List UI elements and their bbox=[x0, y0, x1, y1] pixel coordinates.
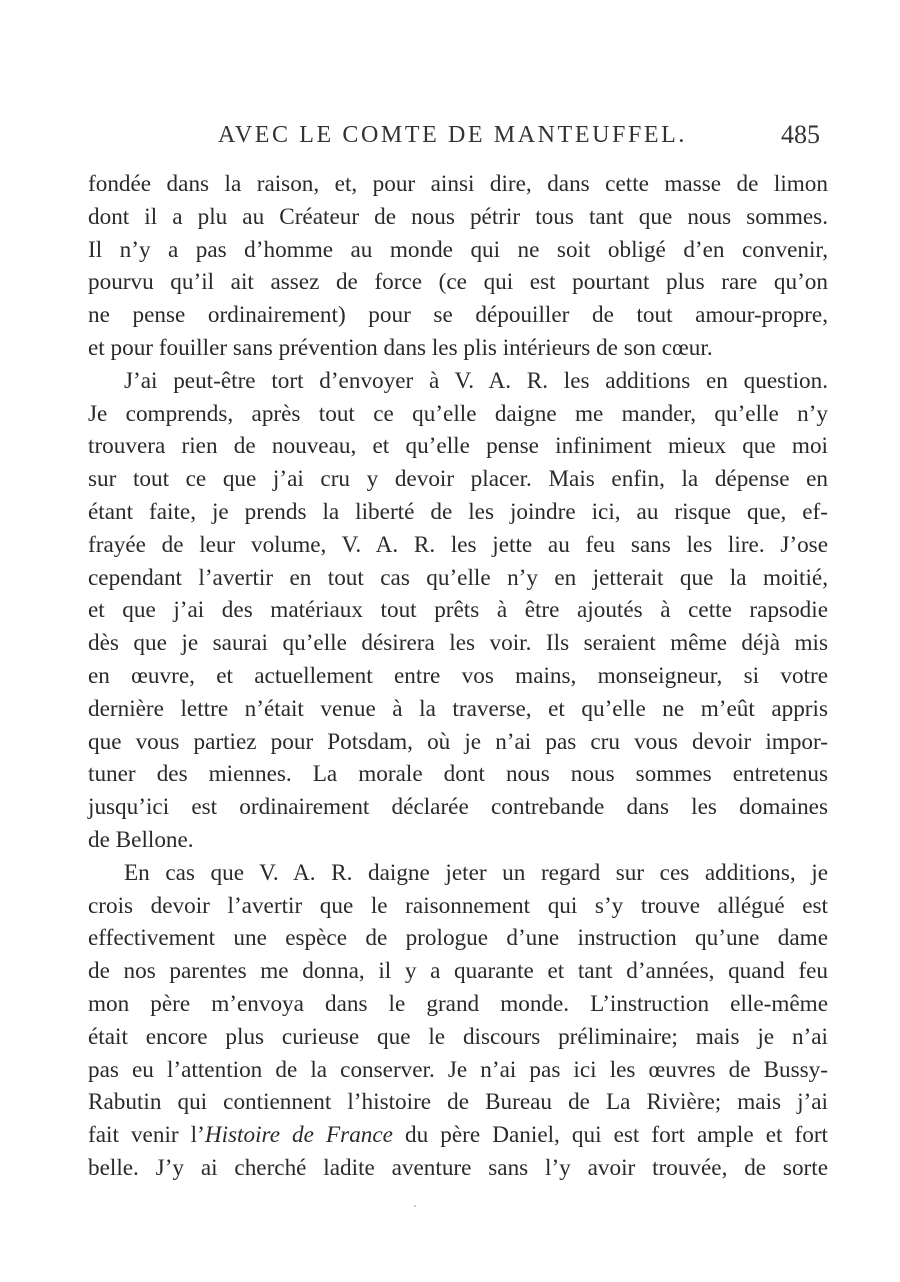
text-line: pas eu l’attention de la conserver. Je n’ai pas ici les œuvres de Bussy- bbox=[88, 1056, 828, 1083]
text-line: et pour fouiller sans prévention dans les plis intérieurs de son cœur. bbox=[88, 334, 713, 361]
text-fragment: fait venir l’ bbox=[88, 1122, 205, 1149]
text-line: pourvu qu’il ait assez de force (ce qui est pourtant plus rare qu’on bbox=[88, 269, 828, 296]
text-line: Il n’y a pas d’homme au monde qui ne soit obligé d’en convenir, bbox=[88, 236, 828, 263]
paragraph-1 bbox=[88, 168, 828, 365]
print-speck bbox=[414, 1205, 416, 1207]
text-line: frayée de leur volume, V. A. R. les jette au feu sans les lire. J’ose bbox=[88, 531, 828, 558]
text-line: dernière lettre n’était venue à la traverse, et qu’elle ne m’eût appris bbox=[88, 695, 828, 722]
text-line: étant faite, je prends la liberté de les joindre ici, au risque que, ef- bbox=[88, 498, 828, 525]
text-line: J’ai peut-être tort d’envoyer à V. A. R. les additions en question. bbox=[124, 367, 828, 394]
text-line: et que j’ai des matériaux tout prêts à être ajoutés à cette rapsodie bbox=[88, 597, 828, 624]
running-header bbox=[88, 116, 828, 156]
text-line: En cas que V. A. R. daigne jeter un regard sur ces additions, je bbox=[124, 859, 828, 886]
book-page bbox=[88, 116, 828, 1185]
running-title: AVEC LE COMTE DE MANTEUFFEL. bbox=[218, 122, 688, 148]
text-line: ne pense ordinairement) pour se dépouiller de tout amour-propre, bbox=[88, 302, 828, 329]
text-line: effectivement une espèce de prologue d’une instruction qu’une dame bbox=[88, 925, 828, 952]
text-line: belle. J’y ai cherché ladite aventure sans l’y avoir trouvée, de sorte bbox=[88, 1154, 828, 1181]
text-line: dont il a plu au Créateur de nous pétrir tous tant que nous sommes. bbox=[88, 203, 828, 230]
text-line: de Bellone. bbox=[88, 826, 194, 853]
text-line: sur tout ce que j’ai cru y devoir placer. Mais enfin, la dépense en bbox=[88, 466, 828, 493]
page-number: 485 bbox=[781, 120, 820, 149]
text-line: Je comprends, après tout ce qu’elle daigne me mander, qu’elle n’y bbox=[88, 400, 828, 427]
text-line: mon père m’envoya dans le grand monde. L’instruction elle-même bbox=[88, 990, 828, 1017]
text-line: jusqu’ici est ordinairement déclarée contrebande dans les domaines bbox=[88, 794, 828, 821]
text-line-with-italic bbox=[88, 1119, 828, 1152]
text-line: Rabutin qui contiennent l’histoire de Bureau de La Rivière; mais j’ai bbox=[88, 1089, 828, 1116]
text-line: en œuvre, et actuellement entre vos mains, monseigneur, si votre bbox=[88, 662, 828, 689]
text-line: de nos parentes me donna, il y a quarante et tant d’années, quand feu bbox=[88, 958, 828, 985]
text-line: était encore plus curieuse que le discours préliminaire; mais je n’ai bbox=[88, 1023, 828, 1050]
text-line: dès que je saurai qu’elle désirera les voir. Ils seraient même déjà mis bbox=[88, 630, 828, 657]
text-line: que vous partiez pour Potsdam, où je n’ai pas cru vous devoir impor- bbox=[88, 728, 828, 755]
text-line: fondée dans la raison, et, pour ainsi dire, dans cette masse de limon bbox=[88, 171, 828, 197]
text-line: crois devoir l’avertir que le raisonnement qui s’y trouve allégué est bbox=[88, 892, 828, 919]
body-text bbox=[88, 168, 828, 1185]
paragraph-2 bbox=[88, 365, 828, 857]
book-title: Histoire de France bbox=[204, 1122, 393, 1149]
text-fragment: du père Daniel, qui est fort ample et fort bbox=[392, 1122, 828, 1149]
text-line: tuner des miennes. La morale dont nous nous sommes entretenus bbox=[88, 761, 828, 788]
text-line: trouvera rien de nouveau, et qu’elle pense infiniment mieux que moi bbox=[88, 433, 828, 460]
text-line: cependant l’avertir en tout cas qu’elle n’y en jetterait que la moitié, bbox=[88, 564, 828, 591]
paragraph-3 bbox=[88, 857, 828, 1185]
